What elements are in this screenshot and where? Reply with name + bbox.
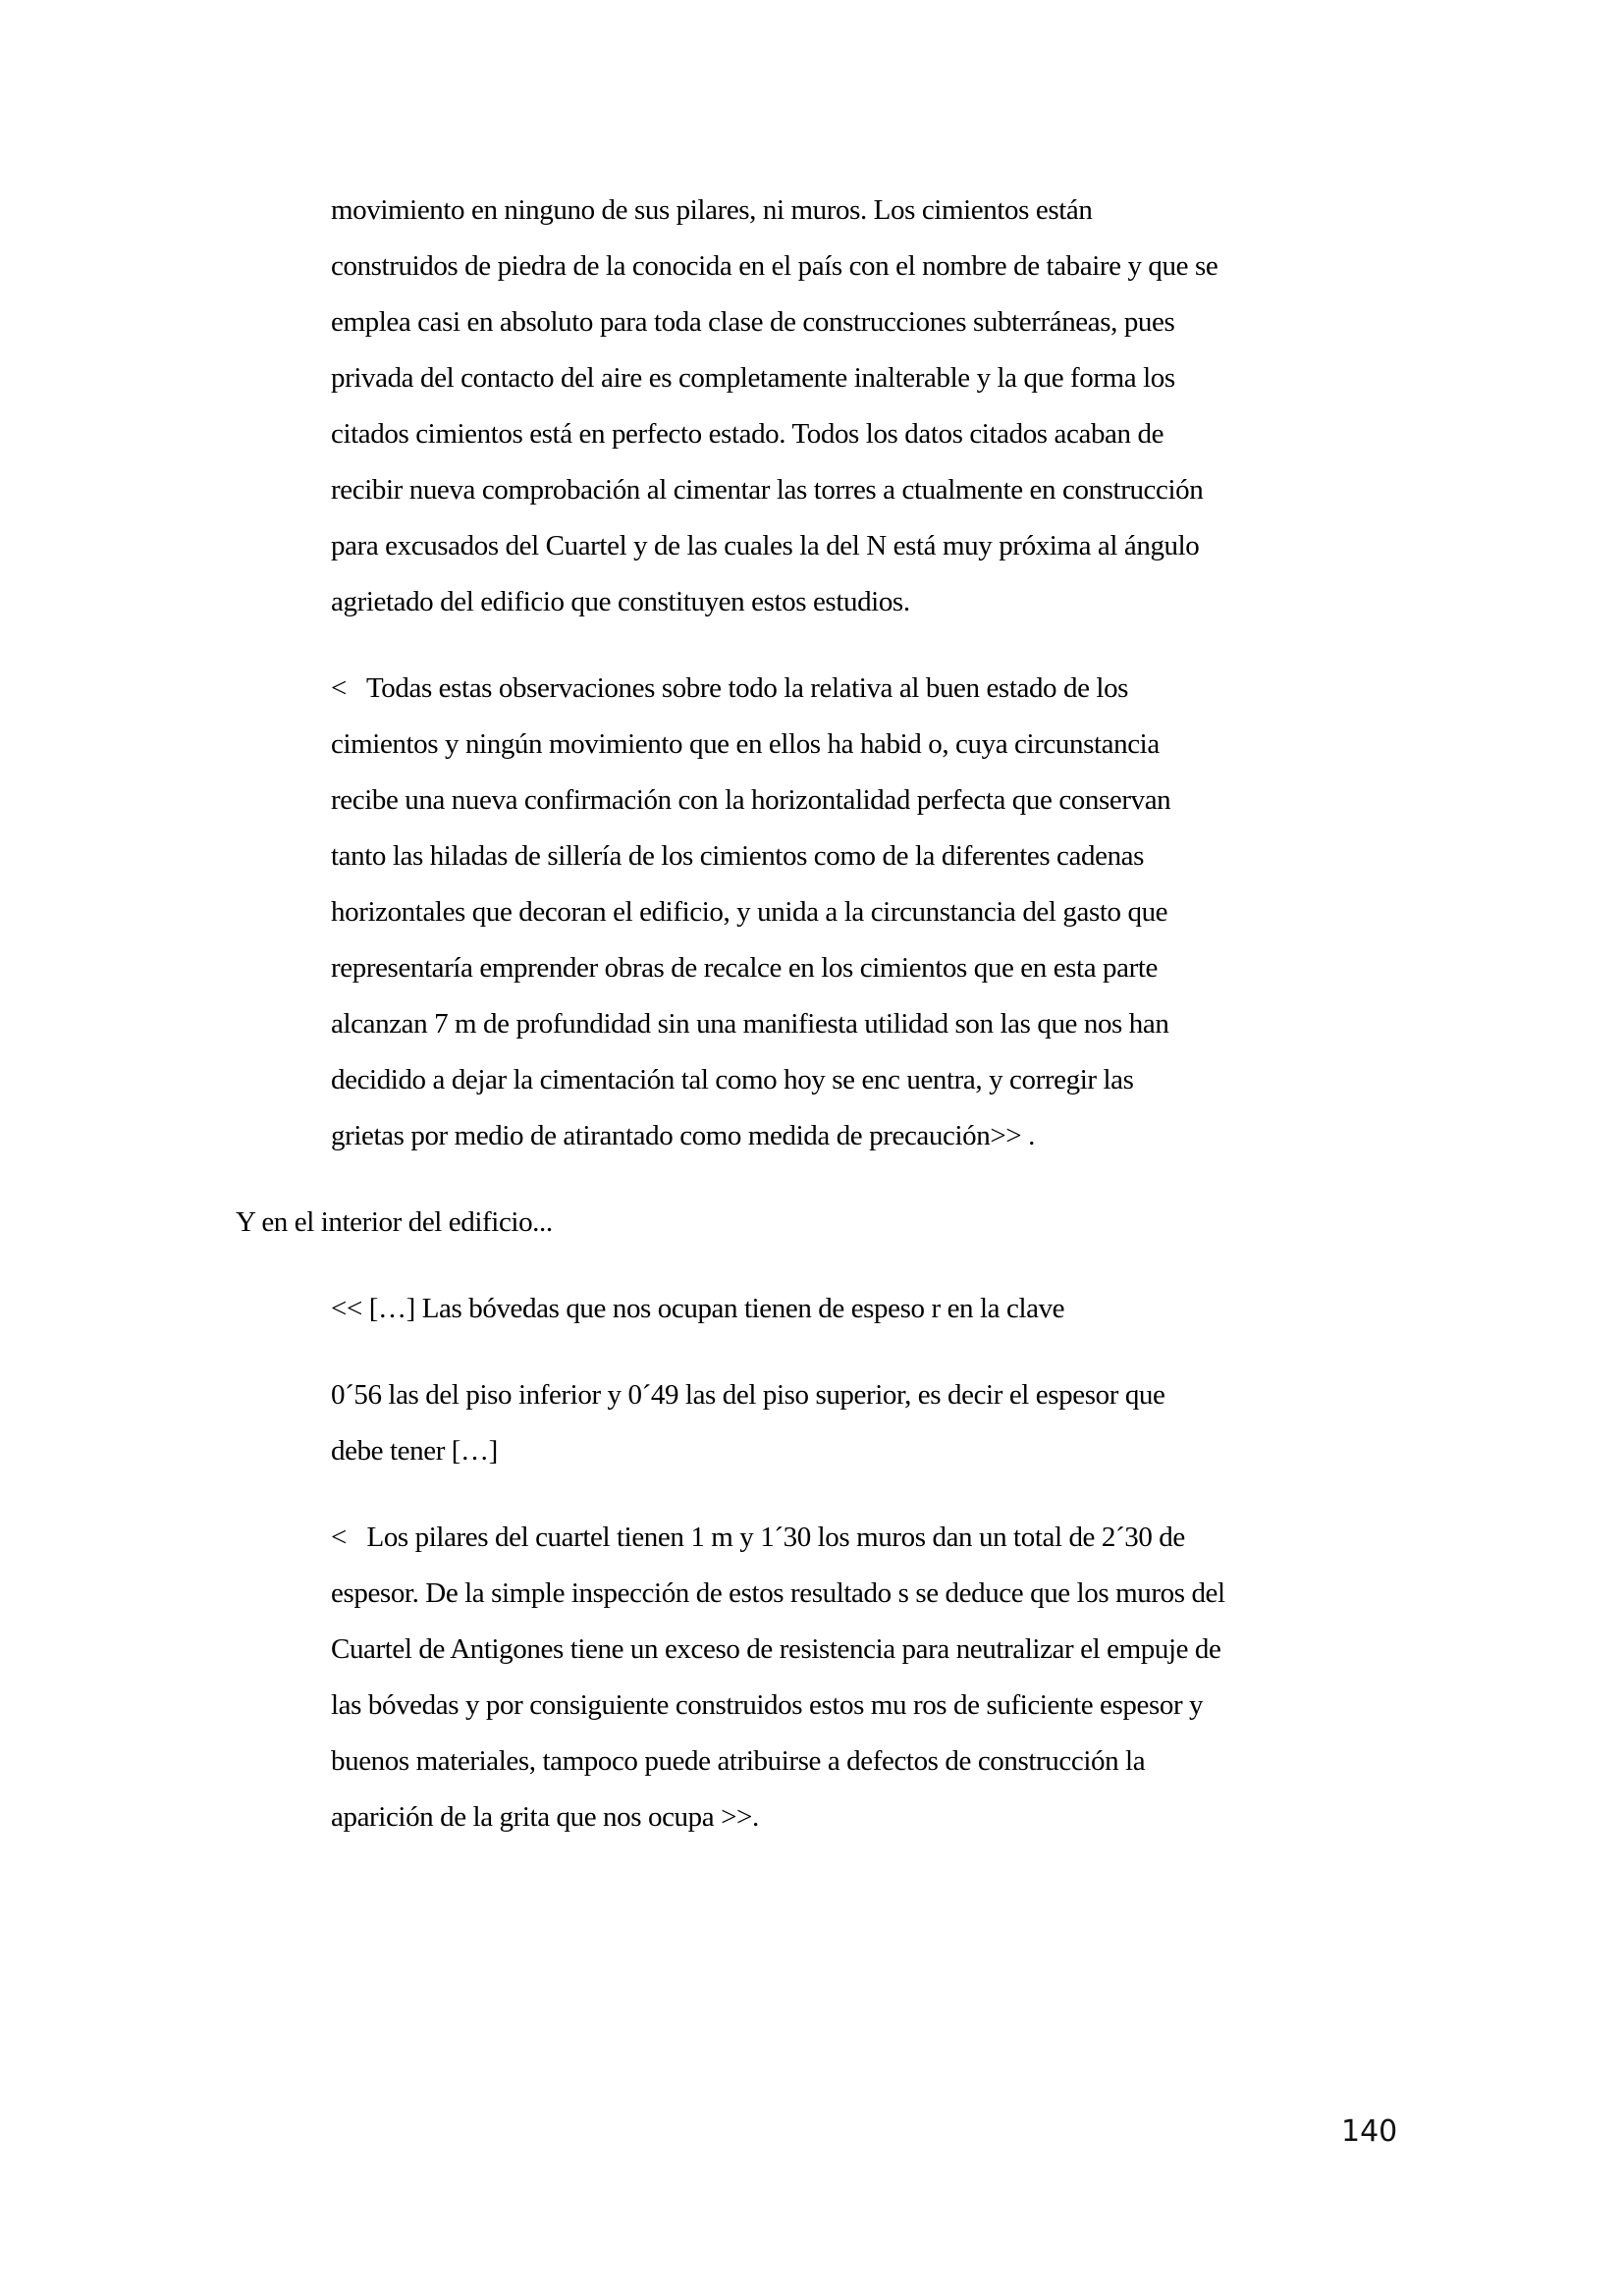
text-line: Cuartel de Antigones tiene un exceso de resistencia para neutralizar el empuje de — [331, 1633, 1221, 1665]
paragraph-observaciones-quote — [331, 661, 1404, 1164]
text-line: espesor. De la simple inspección de estos resultado s se deduce que los muros del — [331, 1577, 1225, 1609]
text-line: decidido a dejar la cimentación tal como hoy se enc uentra, y corregir las — [331, 1064, 1134, 1095]
text-line: citados cimientos está en perfecto estado. Todos los datos citados acaban de — [331, 418, 1164, 450]
text-line: recibir nueva comprobación al cimentar las torres a ctualmente en construcción — [331, 474, 1204, 506]
text-line: horizontales que decoran el edificio, y unida a la circunstancia del gasto que — [331, 896, 1168, 928]
paragraph-espesores — [331, 1367, 1404, 1479]
text-line: buenos materiales, tampoco puede atribuirse a defectos de construcción la — [331, 1745, 1146, 1777]
page-number: 140 — [1341, 2114, 1398, 2149]
paragraph-pilares-quote — [331, 1510, 1404, 1845]
text-line: << […] Las bóvedas que nos ocupan tienen de espeso r en la clave — [331, 1293, 1065, 1324]
text-line: < Todas estas observaciones sobre todo la relativa al buen estado de los — [331, 672, 1129, 704]
text-line: grietas por medio de atirantado como medida de precaución>> . — [331, 1120, 1035, 1151]
text-line: < Los pilares del cuartel tienen 1 m y 1´30 los muros dan un total de 2´30 de — [331, 1522, 1185, 1553]
text-line: movimiento en ninguno de sus pilares, ni muros. Los cimientos están — [331, 194, 1093, 226]
text-line: tanto las hiladas de sillería de los cimientos como de la diferentes cadenas — [331, 840, 1145, 872]
text-line: emplea casi en absoluto para toda clase de construcciones subterráneas, pues — [331, 306, 1175, 338]
text-line: agrietado del edificio que constituyen estos estudios. — [331, 586, 910, 617]
paragraph-cimientos — [331, 183, 1404, 630]
text-line: para excusados del Cuartel y de las cuales la del N está muy próxima al ángulo — [331, 530, 1200, 561]
text-line: recibe una nueva confirmación con la horizontalidad perfecta que conservan — [331, 784, 1171, 816]
text-line: 0´56 las del piso inferior y 0´49 las del piso superior, es decir el espesor que — [331, 1379, 1165, 1411]
text-line: construidos de piedra de la conocida en el país con el nombre de tabaire y que se — [331, 250, 1218, 282]
text-line: representaría emprender obras de recalce en los cimientos que en esta parte — [331, 952, 1158, 984]
text-line: aparición de la grita que nos ocupa >>. — [331, 1801, 759, 1833]
paragraph-bovedas-quote — [331, 1281, 1404, 1337]
text-line: Y en el interior del edificio... — [236, 1206, 553, 1238]
paragraph-interior — [236, 1195, 1404, 1251]
text-line: las bóvedas y por consiguiente construidos estos mu ros de suficiente espesor y — [331, 1689, 1204, 1721]
text-line: debe tener […] — [331, 1435, 498, 1467]
page-body — [236, 183, 1404, 1876]
text-line: privada del contacto del aire es completamente inalterable y la que forma los — [331, 362, 1175, 394]
text-line: alcanzan 7 m de profundidad sin una manifiesta utilidad son las que nos han — [331, 1008, 1169, 1040]
text-line: cimientos y ningún movimiento que en ellos ha habid o, cuya circunstancia — [331, 728, 1160, 760]
